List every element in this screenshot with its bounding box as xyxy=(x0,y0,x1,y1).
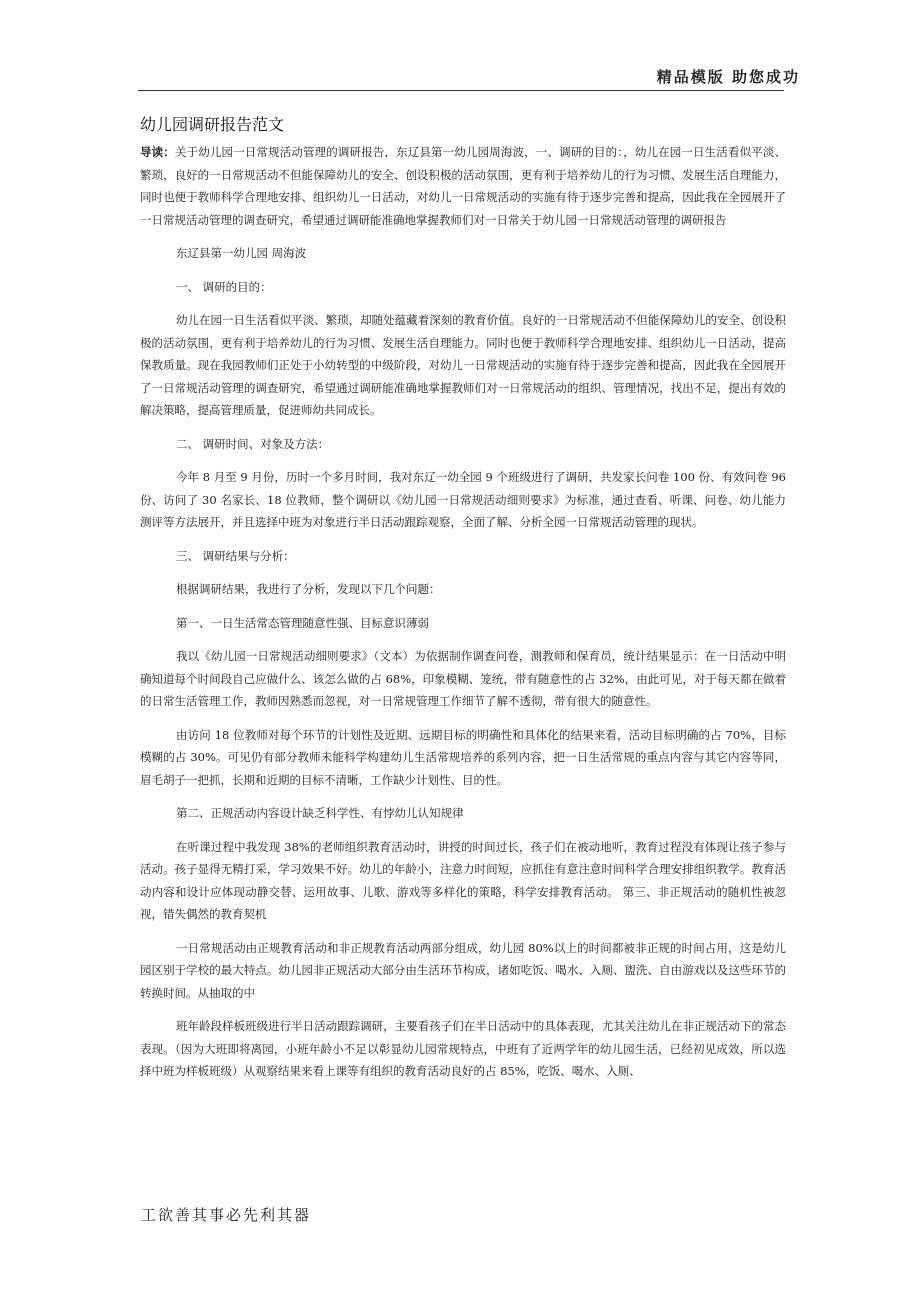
author-line: 东辽县第一幼儿园 周海波 xyxy=(176,246,307,260)
document-title: 幼儿园调研报告范文 xyxy=(140,115,285,134)
section-2-paragraph: 今年 8 月至 9 月份，历时一个多月时间，我对东辽一幼全园 9 个班级进行了调研，共发家长问卷 100 份、有效问卷 96 份、访问了 30 名家长、18 位教师，整个调研以《幼儿园一日常规活动细则要求》为标准，通过查看、听课、问卷、幼儿能力测评等方法展开，并且选择中班为对象进行半日活动跟踪观察，全面了解、分析全园一日常规活动管理的现状。 xyxy=(140,470,786,529)
issue-1-heading: 第一、一日生活常态管理随意性强、目标意识薄弱 xyxy=(176,615,429,630)
header-divider xyxy=(138,90,784,91)
section-1-paragraph: 幼儿在园一日生活看似平淡、繁琐，却随处蕴藏着深刻的教育价值。良好的一日常规活动不但能保障幼儿的安全、创设积极的活动氛围，更有利于培养幼儿的行为习惯、发展生活自理能力。同时也便于教师科学合理地安排、组织幼儿一日活动，提高保教质量。现在我园教师们正处于小幼转型的中级阶段，对幼儿一日常规活动的实施有待于逐步完善和提高，因此我在全园展开了一日常规活动管理的调查研究，希望通过调研能准确地掌握教师们对一日常规活动的组织、管理情况，找出不足，提出有效的解决策略，提高管理质量，促进师幼共同成长。 xyxy=(140,313,786,417)
issue-2-paragraph: 在听课过程中我发现 38%的老师组织教育活动时，讲授的时间过长，孩子们在被动地听，教育过程没有体现让孩子参与活动。孩子显得无精打采，学习效果不好。幼儿的年龄小，注意力时间短，应抓住有意注意时间科学合理安排组织教学。教育活动内容和设计应体现动静交替、运用故事、儿歌、游戏等多样化的策略，科学安排教育活动。 第三、非正规活动的随机性被忽视，错失偶然的教育契机 xyxy=(140,839,786,921)
lead-label: 导读： xyxy=(140,145,175,159)
issue-3-paragraph-1: 一日常规活动由正规教育活动和非正规教育活动两部分组成，幼儿园 80%以上的时间都被非正规的时间占用，这是幼儿园区别于学校的最大特点。幼儿园非正规活动大部分由生活环节构成，诸如吃饭、喝水、入厕、盥洗、自由游戏以及这些环节的转换时间。从抽取的中 xyxy=(140,940,786,1000)
issue-1-paragraph-2: 由访问 18 位教师对每个环节的计划性及近期、远期目标的明确性和具体化的结果来看，活动目标明确的占 70%，目标模糊的占 30%。可见仍有部分教师未能科学构建幼儿生活常规培养的系列内容，把一日生活常规的重点内容与其它内容等同，眉毛胡子一把抓，长期和近期的目标不清晰，工作缺少计划性、目的性。 xyxy=(140,727,786,787)
document-body xyxy=(140,113,786,1083)
section-1-heading: 一、 调研的目的： xyxy=(176,279,272,294)
issue-1-paragraph-1: 我以《幼儿园一日常规活动细则要求》（文本）为依据制作调查问卷，测教师和保育员，统计结果显示：在一日活动中明确知道每个时间段自己应做什么、该怎么做的占 68%，印象模糊、笼统，带有随意性的占 32%，由此可见，对于每天都在做着的日常生活管理工作，教师因熟悉而忽视，对一日常规管理工作细节了解不透彻，带有很大的随意性。 xyxy=(140,649,786,708)
issue-2-heading: 第二、正规活动内容设计缺乏科学性、有悖幼儿认知规律 xyxy=(176,806,464,820)
header-slogan: 精品模版 助您成功 xyxy=(656,68,800,86)
lead-paragraph xyxy=(140,141,786,231)
issue-3-paragraph-2: 班年龄段样板班级进行半日活动跟踪调研，主要看孩子们在半日活动中的具体表现，尤其关注幼儿在非正规活动下的常态表现。（因为大班即将离园，小班年龄小不足以彰显幼儿园常规特点，中班有了近两学年的幼儿园生活，已经初见成效，所以选择中班为样板班级）从观察结果来看上课等有组织的教育活动良好的占 85%，吃饭、喝水、入厕、 xyxy=(140,1019,786,1078)
lead-text: 关于幼儿园一日常规活动管理的调研报告，东辽县第一幼儿园周海波，一、调研的目的：，幼儿在园一日生活看似平淡、繁琐，良好的一日常规活动不但能保障幼儿的安全、创设积极的活动氛围，更有利于培养幼儿的行为习惯、发展生活自理能力，同时也便于教师科学合理地安排、组织幼儿一日活动，对幼儿一日常规活动的实施有待于逐步完善和提高，因此我在全园展开了一日常规活动管理的调查研究，希望通过调研能准确地掌握教师们对一日常关于幼儿园一日常规活动管理的调研报告 xyxy=(140,145,787,227)
footer-motto: 工欲善其事必先利其器 xyxy=(141,1206,312,1224)
section-2-heading: 二、 调研时间、对象及方法： xyxy=(176,436,330,451)
section-3-heading: 三、 调研结果与分析： xyxy=(176,548,295,563)
section-3-intro: 根据调研结果，我进行了分析，发现以下几个问题： xyxy=(176,582,441,596)
